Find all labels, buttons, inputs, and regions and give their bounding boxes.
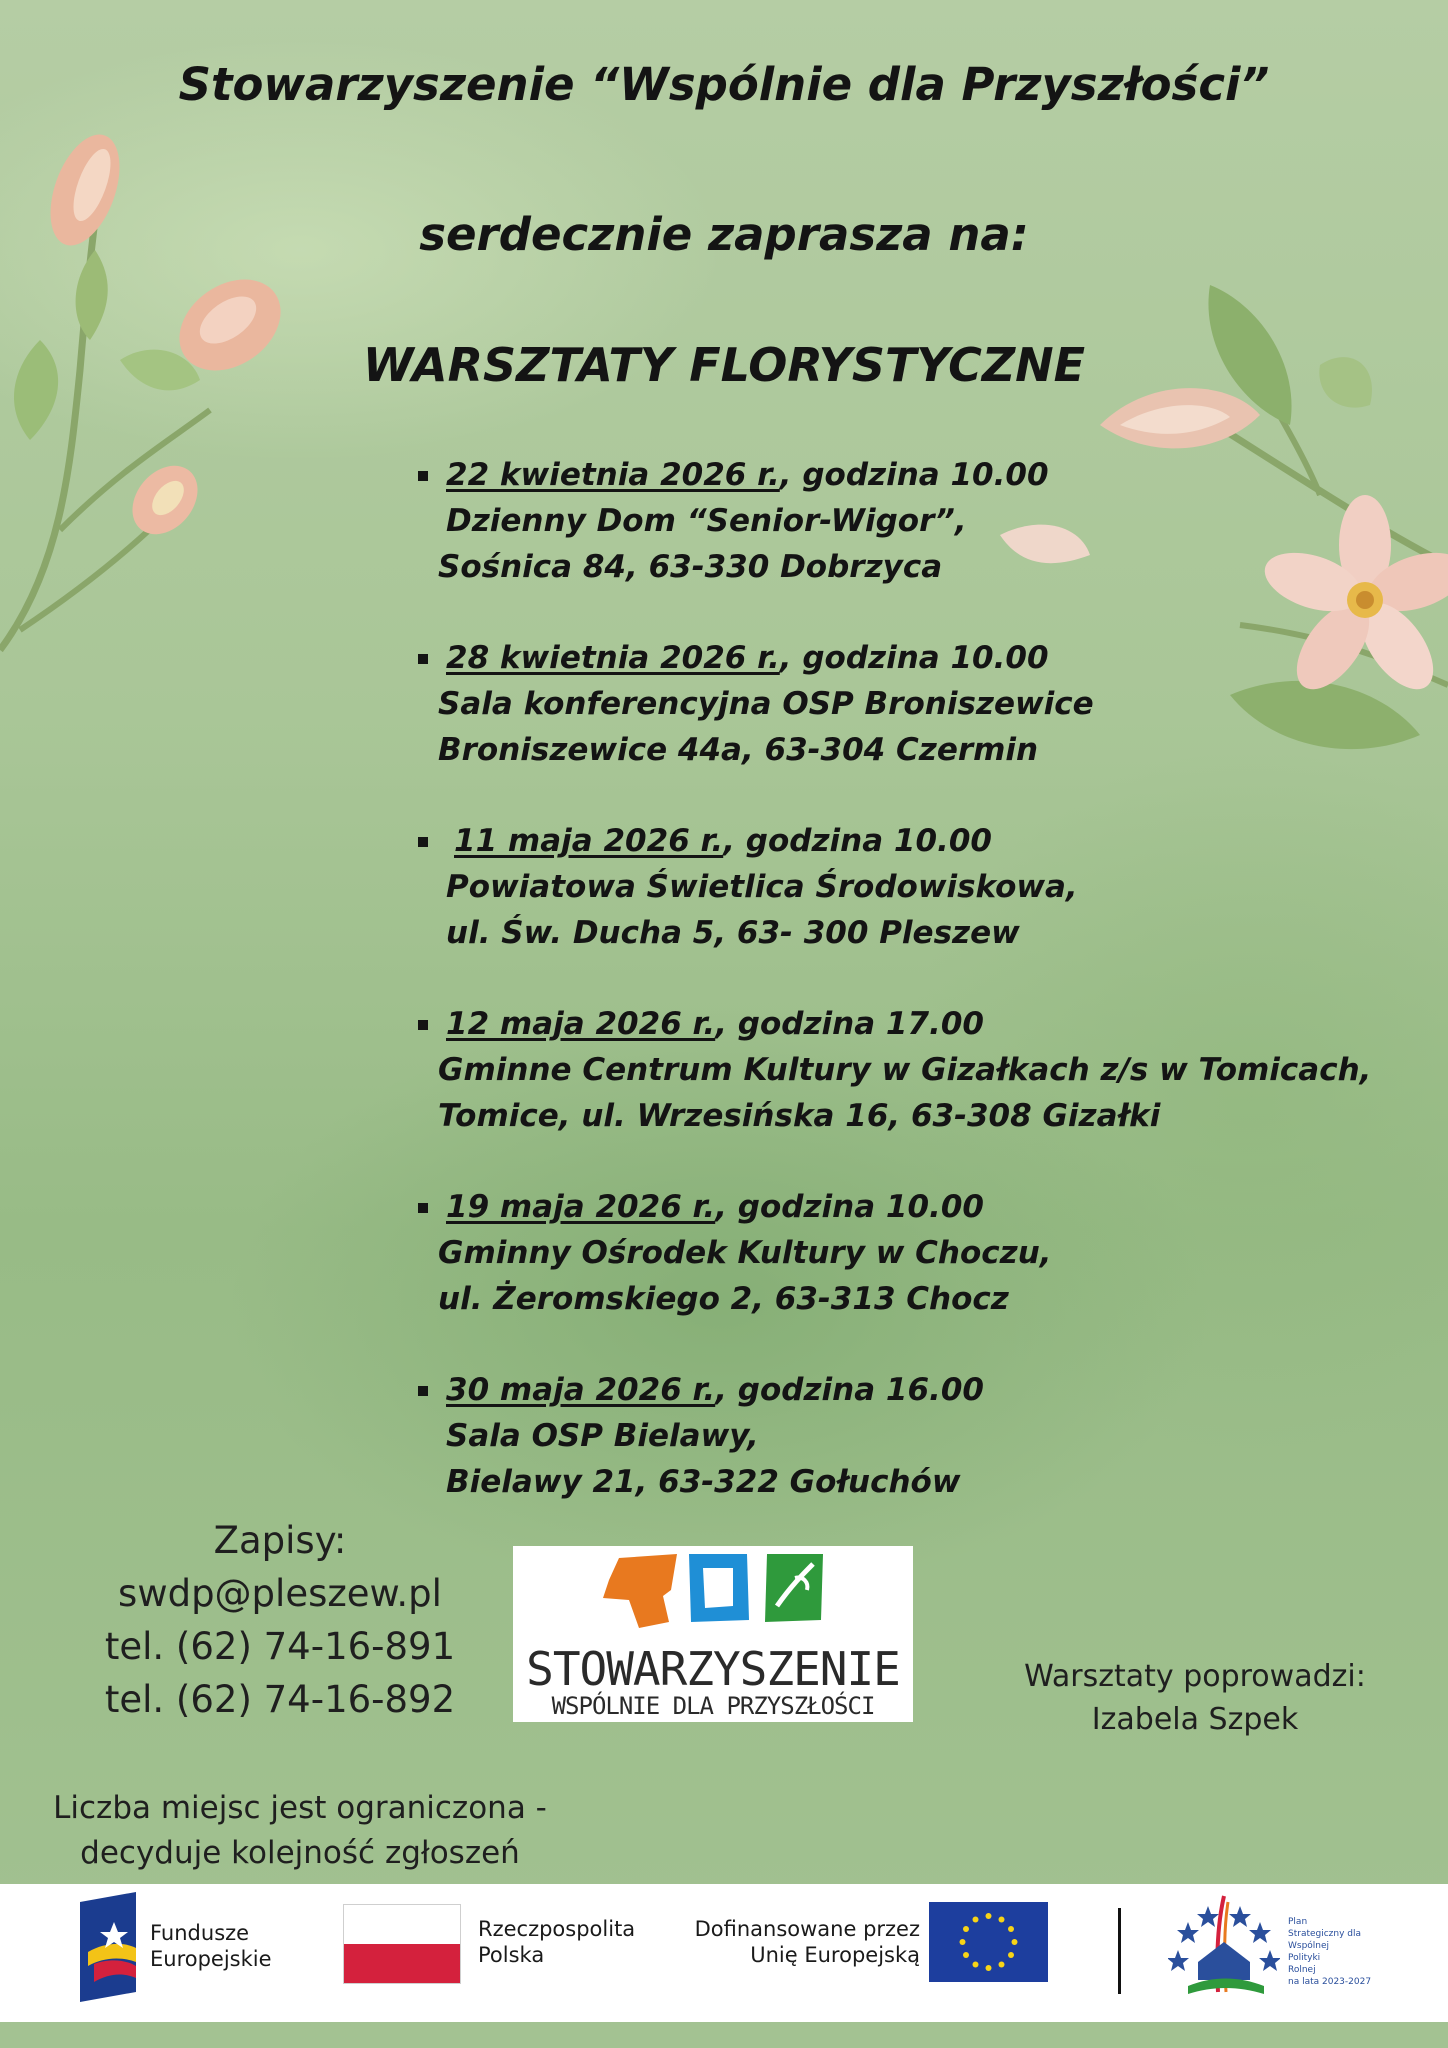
event-date: 30 maja 2026 r.: [446, 1372, 716, 1408]
plan-strategiczny-label: [1288, 1916, 1408, 1988]
plan-strategiczny-icon: [1168, 1892, 1280, 2002]
logo-text-line2: WSPÓLNIE DLA PRZYSZŁOŚCI: [551, 1692, 875, 1720]
event-address: Sośnica 84, 63-330 Dobrzyca: [438, 549, 943, 585]
funding-footer: [0, 1884, 1448, 2022]
eu-label-line2: Unię Europejską: [750, 1943, 920, 1967]
event-time: , godzina 10.00: [779, 457, 1049, 493]
invite-text: serdecznie zaprasza na:: [419, 208, 1029, 261]
limited-places-notice: [40, 1786, 560, 1876]
logo-shapes-icon: [599, 1550, 829, 1642]
contact-phone-2[interactable]: tel. (62) 74-16-892: [104, 1678, 456, 1721]
event-date: 11 maja 2026 r.: [454, 823, 724, 859]
plan-line: na lata 2023-2027: [1288, 1977, 1372, 1987]
polish-flag-icon: [343, 1904, 461, 1984]
bullet-icon: [418, 1386, 428, 1396]
event-address: Broniszewice 44a, 63-304 Czermin: [438, 732, 1039, 768]
event-item: [418, 1367, 1378, 1505]
footer-divider: [1118, 1908, 1121, 1994]
association-logo: [513, 1546, 913, 1722]
event-date: 19 maja 2026 r.: [446, 1189, 716, 1225]
event-place: Gminny Ośrodek Kultury w Choczu,: [438, 1235, 1052, 1271]
eu-label-line1: Dofinansowane przez: [694, 1917, 920, 1941]
fe-label: [150, 1920, 272, 1972]
event-time: , godzina 10.00: [715, 1189, 984, 1225]
fe-label-line2: Europejskie: [150, 1947, 272, 1971]
organizer-title: Stowarzyszenie “Wspólnie dla Przyszłości”: [178, 58, 1270, 111]
fe-label-line1: Fundusze: [150, 1921, 250, 1945]
event-place: Powiatowa Świetlica Środowiskowa,: [446, 869, 1078, 905]
registration-label: Zapisy:: [213, 1519, 347, 1562]
event-date: 28 kwietnia 2026 r.: [446, 640, 780, 676]
event-item: [418, 818, 1378, 956]
event-item: [418, 452, 1378, 590]
event-address: ul. Żeromskiego 2, 63-313 Chocz: [438, 1281, 1009, 1317]
contact-email[interactable]: swdp@pleszew.pl: [118, 1572, 442, 1615]
event-time: , godzina 16.00: [715, 1372, 984, 1408]
workshop-heading: WARSZTATY FLORYSTYCZNE: [362, 338, 1086, 392]
leader-label: Warsztaty poprowadzi:: [1024, 1659, 1366, 1694]
event-place: Gminne Centrum Kultury w Gizałkach z/s w Tomicach,: [438, 1052, 1372, 1088]
event-place: Dzienny Dom “Senior-Wigor”,: [446, 503, 967, 539]
event-item: [418, 1184, 1378, 1322]
event-item: [418, 635, 1378, 773]
event-place: Sala konferencyjna OSP Broniszewice: [438, 686, 1094, 722]
leader-name: Izabela Szpek: [1091, 1702, 1299, 1737]
event-address: Tomice, ul. Wrzesińska 16, 63-308 Gizałki: [438, 1098, 1161, 1134]
event-time: , godzina 17.00: [715, 1006, 984, 1042]
plan-line: Rolnej: [1288, 1965, 1316, 1975]
eu-label: [670, 1916, 920, 1968]
event-date: 22 kwietnia 2026 r.: [446, 457, 780, 493]
event-address: Bielawy 21, 63-322 Gołuchów: [446, 1464, 961, 1500]
rp-label-line1: Rzeczpospolita: [478, 1917, 636, 1941]
plan-line: Polityki: [1288, 1953, 1321, 1963]
plan-line: Plan: [1288, 1917, 1308, 1927]
bullet-icon: [418, 837, 428, 847]
logo-text-line1: STOWARZYSZENIE: [526, 1642, 900, 1696]
registration-info: [95, 1514, 465, 1726]
event-item: [418, 1001, 1378, 1139]
event-time: , godzina 10.00: [723, 823, 992, 859]
rp-label-line2: Polska: [478, 1943, 545, 1967]
bullet-icon: [418, 654, 428, 664]
rp-label: [478, 1916, 635, 1968]
event-place: Sala OSP Bielawy,: [446, 1418, 759, 1454]
fundusze-europejskie-icon: [80, 1892, 136, 2002]
bullet-icon: [418, 1020, 428, 1030]
plan-line: Wspólnej: [1288, 1941, 1330, 1951]
event-address: ul. Św. Ducha 5, 63- 300 Pleszew: [446, 915, 1020, 951]
workshop-leader: [1000, 1655, 1390, 1741]
event-list: [418, 452, 1378, 1550]
plan-line: Strategiczny dla: [1288, 1929, 1362, 1939]
contact-phone-1[interactable]: tel. (62) 74-16-891: [104, 1625, 456, 1668]
notice-line-2: decyduje kolejność zgłoszeń: [80, 1835, 520, 1871]
bullet-icon: [418, 471, 428, 481]
notice-line-1: Liczba miejsc jest ograniczona -: [53, 1790, 547, 1826]
bullet-icon: [418, 1203, 428, 1213]
event-time: , godzina 10.00: [779, 640, 1049, 676]
eu-flag-icon: [929, 1902, 1048, 1982]
event-date: 12 maja 2026 r.: [446, 1006, 716, 1042]
